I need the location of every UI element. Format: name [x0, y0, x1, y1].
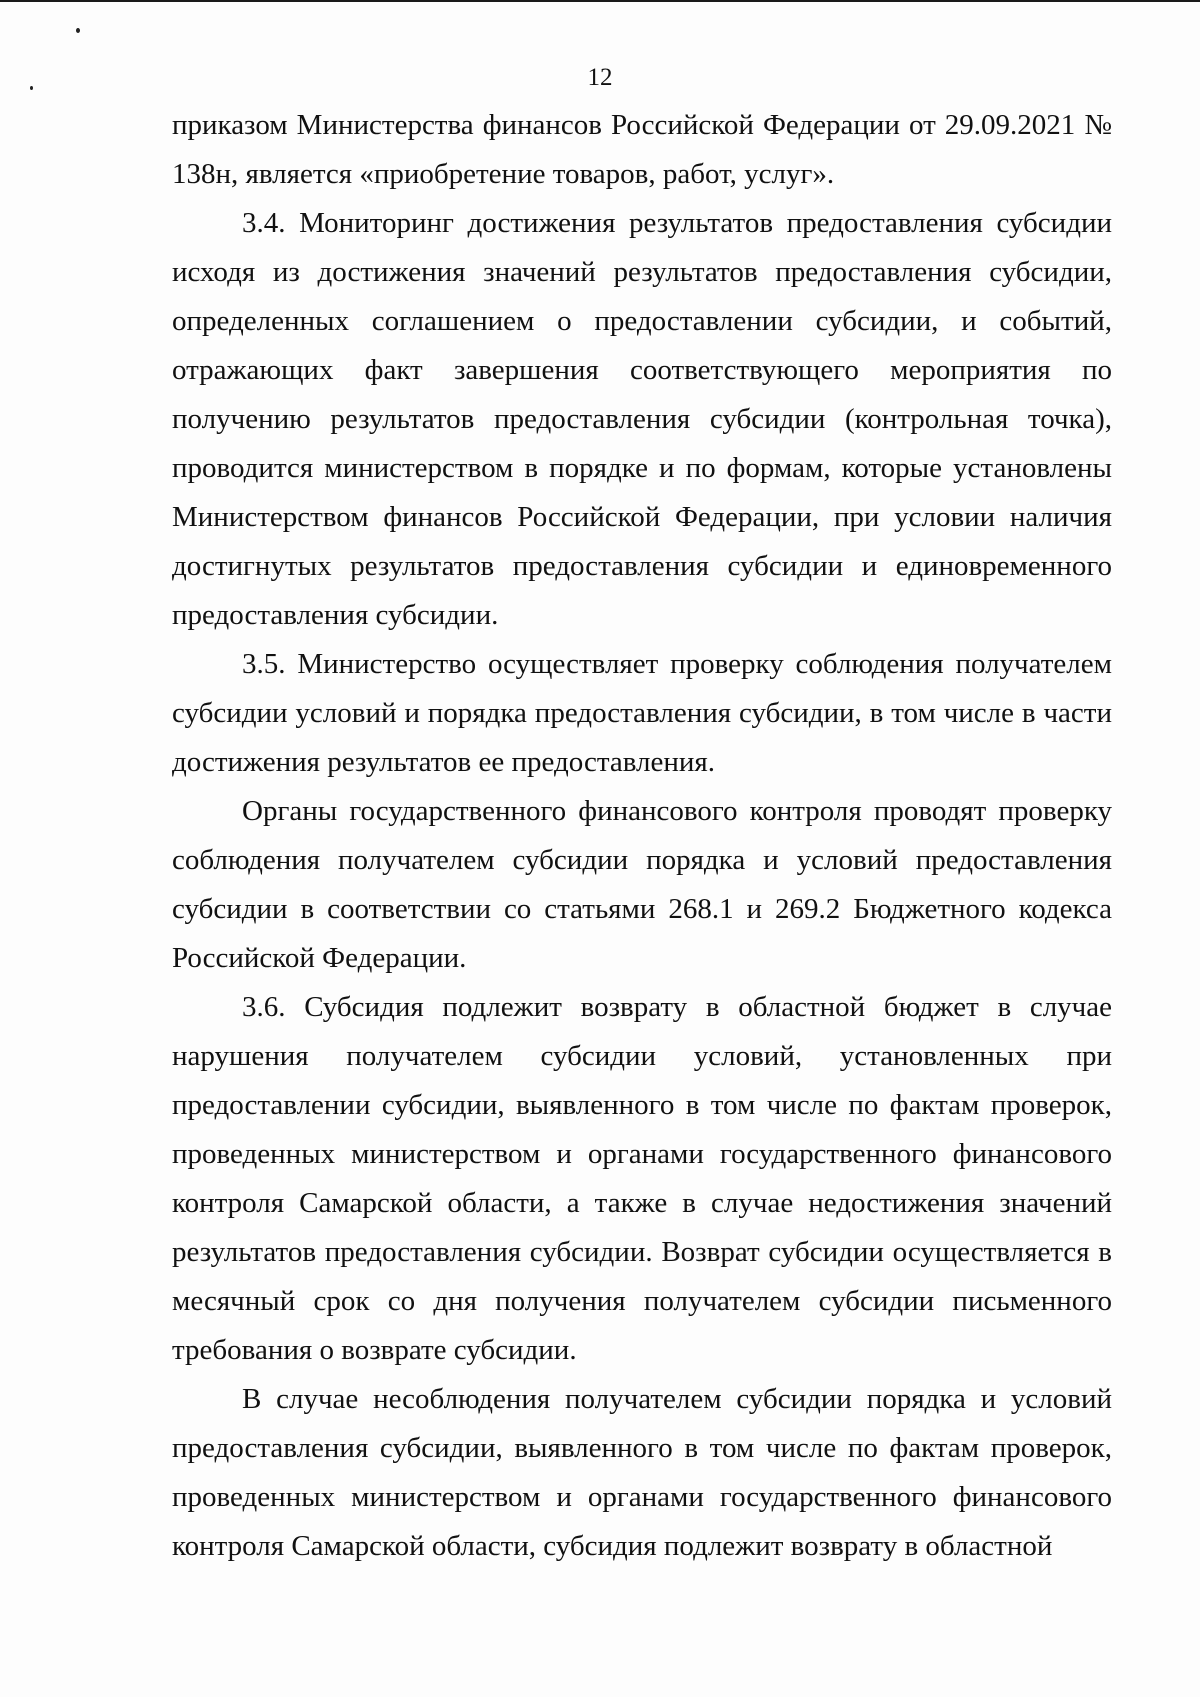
- paragraph-continuation: приказом Министерства финансов Российской Федерации от 29.09.2021 № 138н, является «приобретение товаров, работ, услуг».: [172, 109, 1112, 190]
- paragraph-noncompliance: В случае несоблюдения получателем субсидии порядка и условий предоставления субсидии, выявленного в том числе по фактам проверок, проведенных министерством и органами государственного финансового контроля Самарской области, субсидия подлежит возврату в областной: [172, 1383, 1112, 1562]
- document-body: [172, 101, 1112, 1571]
- paragraph-3-4: 3.4. Мониторинг достижения результатов предоставления субсидии исходя из достижения значений результатов предоставления субсидии, определенных соглашением о предоставлении субсидии, и событий, отражающих факт завершения соответствующего мероприятия по получению результатов предоставления субсидии (контрольная точка), проводится министерством в порядке и по формам, которые установлены Министерством финансов Российской Федерации, при условии наличия достигнутых результатов предоставления субсидии и единовременного предоставления субсидии.: [172, 207, 1112, 631]
- scan-speck: [76, 28, 80, 33]
- page-number: 12: [587, 64, 613, 91]
- paragraph-3-5: 3.5. Министерство осуществляет проверку соблюдения получателем субсидии условий и порядка предоставления субсидии, в том числе в части достижения результатов ее предоставления.: [172, 648, 1112, 778]
- paragraph-control-bodies: Органы государственного финансового контроля проводят проверку соблюдения получателем субсидии порядка и условий предоставления субсидии в соответствии со статьями 268.1 и 269.2 Бюджетного кодекса Российской Федерации.: [172, 795, 1112, 974]
- top-edge-rule: [0, 0, 1200, 2]
- paragraph-3-6: 3.6. Субсидия подлежит возврату в областной бюджет в случае нарушения получателем субсидии условий, установленных при предоставлении субсидии, выявленного в том числе по фактам проверок, проведенных министерством и органами государственного финансового контроля Самарской области, а также в случае недостижения значений результатов предоставления субсидии. Возврат субсидии осуществляется в месячный срок со дня получения получателем субсидии письменного требования о возврате субсидии.: [172, 991, 1112, 1366]
